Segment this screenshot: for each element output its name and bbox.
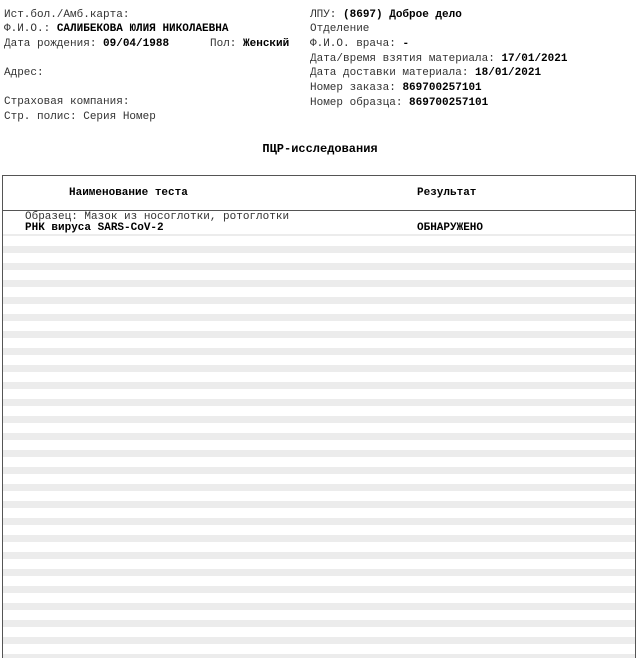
order-no-value: 869700257101 xyxy=(402,82,482,94)
results-table xyxy=(2,175,636,658)
delivered-value: 18/01/2021 xyxy=(475,67,542,79)
sex-row xyxy=(210,37,289,51)
sample-no-row xyxy=(310,96,488,110)
header-test: Наименование теста xyxy=(69,187,188,199)
sex-label: Пол: xyxy=(210,38,237,50)
address-label: Адрес: xyxy=(4,67,44,79)
dob-value: 09/04/1988 xyxy=(103,38,170,50)
lpu-row xyxy=(310,8,462,22)
lpu-label: ЛПУ: xyxy=(310,9,337,21)
fio-value: САЛИБЕКОВА ЮЛИЯ НИКОЛАЕВНА xyxy=(56,23,229,35)
dob-label: Дата рождения: xyxy=(4,38,97,50)
fio-label: Ф.И.О.: xyxy=(4,23,51,35)
table-row-result: ОБНАРУЖЕНО xyxy=(417,222,484,234)
insurance-label: Страховая компания: xyxy=(4,96,130,108)
policy-label: Стр. полис: Серия Номер xyxy=(4,111,156,123)
lpu-value: (8697) Доброе дело xyxy=(343,9,462,21)
order-no-label: Номер заказа: xyxy=(310,82,396,94)
collected-value: 17/01/2021 xyxy=(501,53,568,65)
sex-value: Женский xyxy=(243,38,290,50)
collected-row xyxy=(310,52,567,66)
dob-row xyxy=(4,37,169,51)
sample-no-value: 869700257101 xyxy=(409,97,489,109)
delivered-row xyxy=(310,66,541,80)
card-label: Ист.бол./Амб.карта: xyxy=(4,9,130,21)
doctor-label: Ф.И.О. врача: xyxy=(310,38,396,50)
doctor-value: - xyxy=(402,38,410,50)
order-no-row xyxy=(310,81,482,95)
delivered-label: Дата доставки материала: xyxy=(310,67,469,79)
table-row-test: РНК вируса SARS-CoV-2 xyxy=(25,222,164,234)
sample-line: Образец: Мазок из носоглотки, ротоглотки xyxy=(25,211,290,223)
table-header xyxy=(3,176,635,211)
section-title: ПЦР-исследования xyxy=(262,142,378,156)
collected-label: Дата/время взятия материала: xyxy=(310,53,495,65)
doctor-row xyxy=(310,37,409,51)
sample-no-label: Номер образца: xyxy=(310,97,403,109)
fio-row xyxy=(4,22,228,36)
department-label: Отделение xyxy=(310,23,370,35)
header-result: Результат xyxy=(417,187,477,199)
